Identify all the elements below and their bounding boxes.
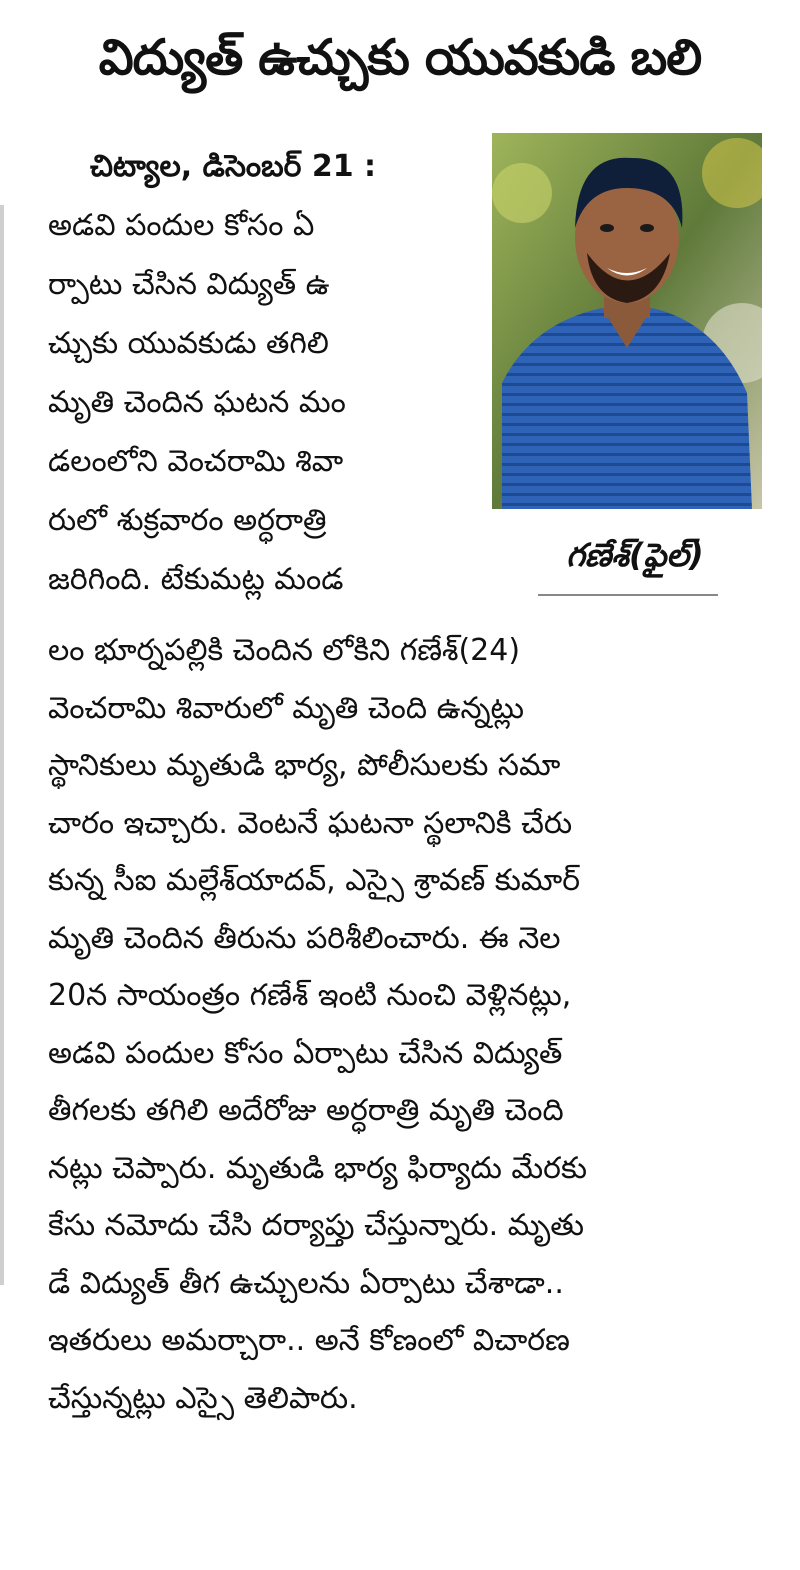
column-line: ర్పాటు చేసిన విద్యుత్ ఉ	[48, 267, 330, 302]
body-line: వెంచరామి శివారులో మృతి చెంది ఉన్నట్లు	[48, 690, 525, 726]
body-line: అడవి పందుల కోసం ఏర్పాటు చేసిన విద్యుత్	[48, 1035, 563, 1071]
body-line: చేస్తున్నట్లు ఎస్సై తెలిపారు.	[48, 1380, 358, 1416]
article-body-text	[48, 622, 762, 1427]
photo-caption: గణేశ్(ఫైల్)	[566, 536, 704, 574]
column-line: జరిగింది. టేకుమట్ల మండ	[48, 562, 344, 597]
column-line: మృతి చెందిన ఘటన మం	[48, 385, 346, 420]
portrait-photo	[492, 133, 762, 509]
body-line: కున్న సీఐ మల్లేశ్‌యాదవ్, ఎస్సై శ్రావణ్ కుమార్	[48, 863, 580, 898]
headline: విద్యుత్ ఉచ్చుకు యువకుడి బలి	[98, 29, 702, 86]
body-line: చారం ఇచ్చారు. వెంటనే ఘటనా స్థలానికి చేరు	[48, 805, 573, 841]
body-line: తీగలకు తగిలి అదేరోజు అర్ధరాత్రి మృతి చెంది	[48, 1093, 564, 1128]
column-line: రులో శుక్రవారం అర్ధరాత్రి	[48, 503, 327, 538]
article-column-text	[48, 137, 468, 609]
column-line: డలంలోని వెంచరామి శివా	[48, 444, 344, 479]
body-line: కేసు నమోదు చేసి దర్యాప్తు చేస్తున్నారు. మృతు	[48, 1208, 584, 1243]
caption-divider	[538, 594, 718, 596]
column-line: చ్చుకు యువకుడు తగిలి	[48, 326, 329, 361]
body-line: ఇతరులు అమర్చారా.. అనే కోణంలో విచారణ	[48, 1323, 570, 1358]
column-line: అడవి పందుల కోసం ఏ	[48, 208, 315, 243]
body-line: స్థానికులు మృతుడి భార్య, పోలీసులకు సమా	[48, 748, 561, 783]
body-line: లం భూర్నపల్లికి చెందిన లోకిని గణేశ్(24)	[48, 633, 521, 668]
body-line: నట్లు చెప్పారు. మృతుడి భార్య ఫిర్యాదు మేరకు	[48, 1150, 587, 1186]
body-line: డే విద్యుత్ తీగ ఉచ్చులను ఏర్పాటు చేశాడా..	[48, 1265, 564, 1301]
body-line: 20న సాయంత్రం గణేశ్ ఇంటి నుంచి వెళ్లినట్లు,	[48, 978, 572, 1013]
dateline: చిట్యాల, డిసెంబర్ 21 :	[90, 149, 377, 184]
page-edge-rule	[0, 205, 4, 1285]
body-line: మృతి చెందిన తీరును పరిశీలించారు. ఈ నెల	[48, 920, 561, 956]
